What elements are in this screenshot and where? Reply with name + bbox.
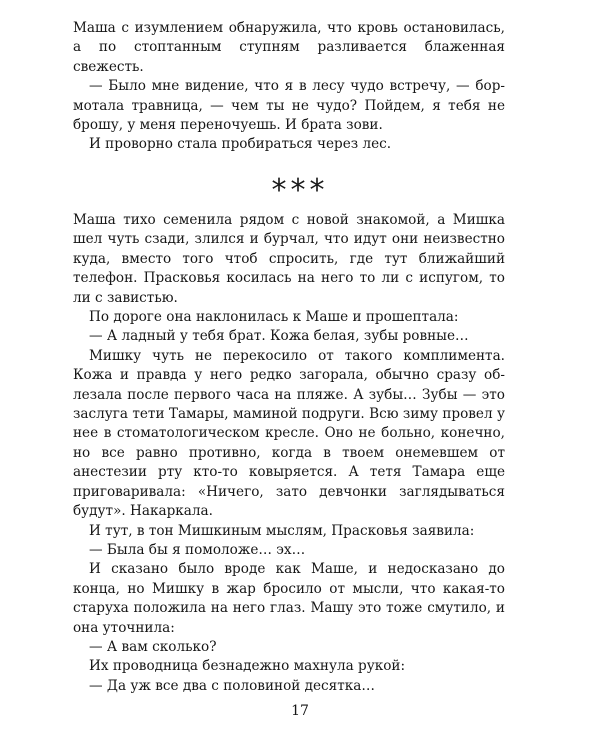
paragraph: — А вам сколько? bbox=[89, 638, 217, 655]
text-section-after-break bbox=[73, 211, 505, 696]
paragraph: Мишку чуть не перекосило от такого комплимента. Кожа и правда у него редко загорала, обычно сразу облезала после первого часа на пляже. А зубы… Зубы — это заслуга тети Тамары, маминой подруги. Всю зиму провел у нее в стоматологическом кресле. Оно не больно, конечно, но все равно противно, когда в твоем онемевшем от анестезии рту кто-то ковыряется. А тетя Тамара еще приговаривала: «Ничего, зато девчонки заглядываться будут». Накаркала. bbox=[73, 347, 505, 520]
paragraph: — Было мне видение, что я в лесу чудо встречу, — бормотала травница, — чем ты не чудо? Пойдем, я тебя не брошу, у меня переночуешь. И брата зови. bbox=[73, 78, 505, 134]
text-section-before-break bbox=[73, 19, 505, 155]
scene-break-asterisks: *** bbox=[271, 173, 329, 208]
paragraph: — А ладный у тебя брат. Кожа белая, зубы ровные… bbox=[89, 328, 469, 345]
paragraph: И проворно стала пробираться через лес. bbox=[89, 136, 392, 153]
paragraph: — Была бы я помоложе… эх… bbox=[89, 541, 306, 558]
paragraph: И сказано было вроде как Маше, и недосказано до конца, но Мишку в жар бросило от мысли, что какая-то старуха положила на него глаз. Машу это тоже смутило, и она уточнила: bbox=[73, 561, 505, 636]
paragraph: По дороге она наклонилась к Маше и прошептала: bbox=[89, 309, 459, 326]
page-number: 17 bbox=[291, 703, 309, 719]
paragraph: Их проводница безнадежно махнула рукой: bbox=[89, 658, 406, 675]
paragraph: — Да уж все два с половиной десятка… bbox=[89, 677, 375, 694]
paragraph: И тут, в тон Мишкиным мыслям, Прасковья заявила: bbox=[89, 522, 475, 539]
paragraph: Маша тихо семенила рядом с новой знакомой, а Мишка шел чуть сзади, злился и бурчал, что идут они неизвестно куда, вместо того чтоб спросить, где тут ближайший телефон. Прасковья косилась на него то ли с испугом, то ли с завистью. bbox=[73, 212, 505, 306]
paragraph: Маша с изумлением обнаружила, что кровь остановилась, а по стоптанным ступням разливается блаженная свежесть. bbox=[73, 20, 505, 75]
